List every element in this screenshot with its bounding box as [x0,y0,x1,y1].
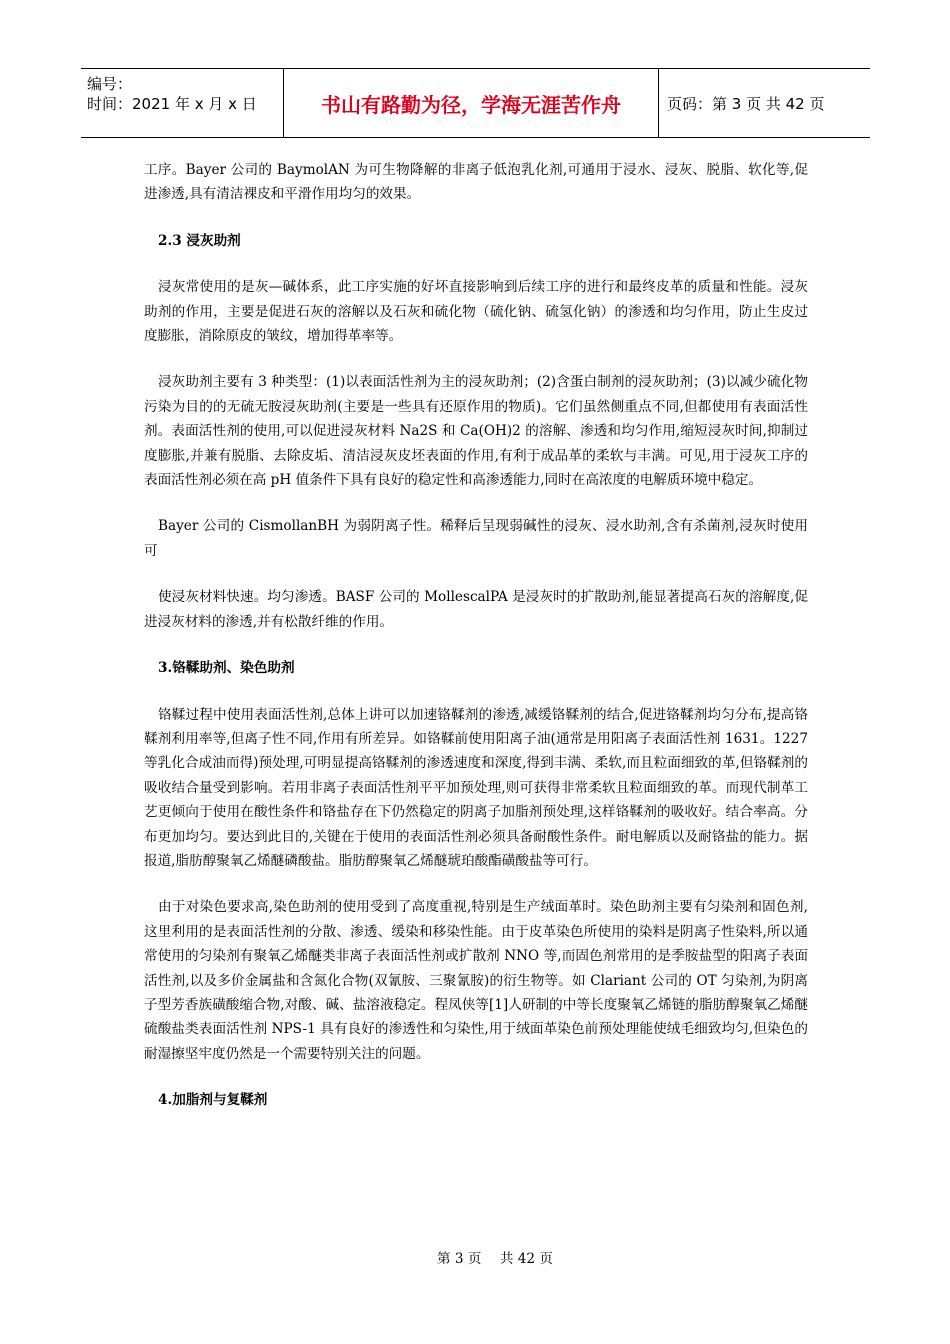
header-info-cell [81,69,284,137]
paragraph-1: 工序。Bayer 公司的 BaymolAN 为可生物降解的非离子低泡乳化剂,可通用于浸水、浸灰、脱脂、软化等,促进渗透,具有清洁裸皮和平滑作用均匀的效果。 [144,162,808,203]
paragraph-5: 使浸灰材料快速。均匀渗透。BASF 公司的 MollescalPA 是浸灰时的扩散助剂,能显著提高石灰的溶解度,促进浸灰材料的渗透,并有松散纤维的作用。 [144,589,808,630]
motto-text: 书山有路勤为径，学海无涯苦作舟 [321,92,621,117]
footer-page: 第 3 页 [437,1251,482,1267]
footer-total: 共 42 页 [499,1251,553,1267]
page-label: 页码：第 3 页 共 42 页 [667,94,825,113]
section-heading-3: 3.铬鞣助剂、染色助剂 [158,660,295,677]
paragraph-4: Bayer 公司的 CismollanBH 为弱阴离子性。稀释后呈现弱碱性的浸灰、浸水助剂,含有杀菌剂,浸灰时使用可 [144,518,808,559]
date-label: 时间：2021 年 x 月 x 日 [87,95,257,113]
header-motto-cell [284,69,659,137]
paragraph-3: 浸灰助剂主要有 3 种类型：(1)以表面活性剂为主的浸灰助剂；(2)含蛋白制剂的浸灰助剂；(3)以减少硫化物污染为目的的无硫无胺浸灰助剂(主要是一些具有还原作用的物质)。它们虽然侧重点不同,但都使用有表面活性剂。表面活性剂的使用,可以促进浸灰材料 Na2S 和 Ca(OH)2 的溶解、渗透和均匀作用,缩短浸灰时间,抑制过度膨胀,并兼有脱脂、去除皮垢、清洁浸灰皮坯表面的作用,有利于成品革的柔软与丰满。可见,用于浸灰工序的表面活性剂必须在高 pH 值条件下具有良好的稳定性和高渗透能力,同时在高浓度的电解质环境中稳定。 [144,374,808,489]
document-body [144,158,808,1113]
paragraph-7: 由于对染色要求高,染色助剂的使用受到了高度重视,特别是生产绒面革时。染色助剂主要有匀染剂和固色剂,这里利用的是表面活性剂的分散、渗透、缓染和移染性能。由于皮革染色所使用的染料是阴离子性染料,所以通常使用的匀染剂有聚氧乙烯醚类非离子表面活性剂或扩散剂 NNO 等,而固色剂常用的是季胺盐型的阳离子表面活性剂,以及多价金属盐和含氮化合物(双氰胺、三聚氰胺)的衍生物等。如 Clariant 公司的 OT 匀染剂,为阴离子型芳香族磺酸缩合物,对酸、碱、盐溶液稳定。程凤侠等[1]人研制的中等长度聚氧乙烯链的脂肪醇聚氧乙烯醚硫酸盐类表面活性剂 NPS-1 具有良好的渗透性和匀染性,用于绒面革染色前预处理能使绒毛细致均匀,但染色的耐湿擦坚牢度仍然是一个需要特别关注的问题。 [144,899,808,1062]
paragraph-6: 铬鞣过程中使用表面活性剂,总体上讲可以加速铬鞣剂的渗透,减缓铬鞣剂的结合,促进铬鞣剂均匀分布,提高铬鞣剂利用率等,但离子性不同,作用有所差异。如铬鞣前使用阳离子油(通常是用阳离子表面活性剂 1631。1227 等乳化合成油而得)预处理,可明显提高铬鞣剂的渗透速度和深度,得到丰满、柔软,而且粒面细致的革,但铬鞣剂的吸收结合量受到影响。若用非离子表面活性剂平平加预处理,则可获得非常柔软且粒面细致的革。而现代制革工艺更倾向于使用在酸性条件和铬盐存在下仍然稳定的阴离子加脂剂预处理,这样铬鞣剂的吸收好。结合率高。分布更加均匀。要达到此目的,关键在于使用的表面活性剂必须具备耐酸性条件。耐电解质以及耐铬盐的能力。据报道,脂肪醇聚氧乙烯醚磷酸盐。脂肪醇聚氧乙烯醚琥珀酸酯磺酸盐等可行。 [144,706,808,869]
section-heading-2-3: 2.3 浸灰助剂 [158,232,241,249]
header-table [81,68,870,138]
number-label: 编号： [87,75,133,93]
page-footer [0,1247,950,1267]
section-heading-4: 4.加脂剂与复鞣剂 [158,1092,268,1109]
paragraph-2: 浸灰常使用的是灰—碱体系，此工序实施的好坏直接影响到后续工序的进行和最终皮革的质量和性能。浸灰助剂的作用，主要是促进石灰的溶解以及石灰和硫化物（硫化钠、硫氢化钠）的渗透和均匀作用，防止生皮过度膨胀，消除原皮的皱纹，增加得革率等。 [144,279,808,345]
